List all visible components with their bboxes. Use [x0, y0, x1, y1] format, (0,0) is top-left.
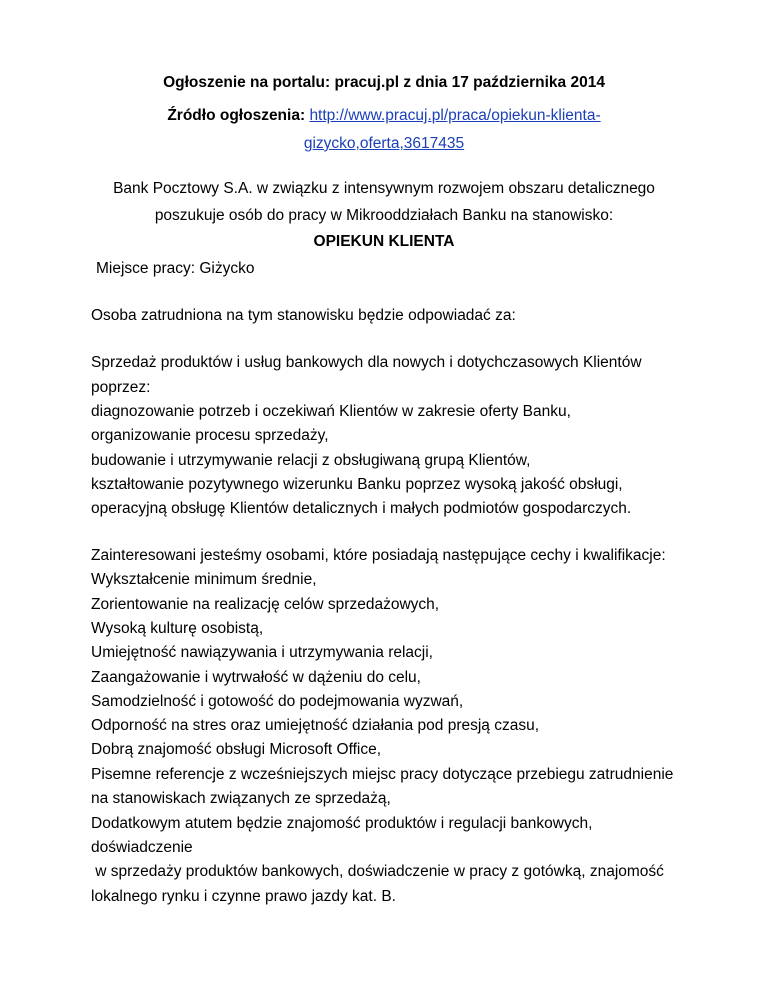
responsibility-item: operacyjną obsługę Klientów detalicznych i małych podmiotów gospodarczych. — [91, 500, 632, 517]
requirement-item: Wykształcenie minimum średnie, — [91, 571, 317, 588]
responsibility-item: kształtowanie pozytywnego wizerunku Banku poprzez wysoką jakość obsługi, — [91, 476, 623, 493]
requirement-item: Samodzielność i gotowość do podejmowania wyzwań, — [91, 693, 464, 710]
requirement-item: Odporność na stres oraz umiejętność działania pod presją czasu, — [91, 717, 540, 734]
responsibilities-intro-line-2: poprzez: — [91, 379, 151, 396]
work-location: Miejsce pracy: Giżycko — [96, 260, 255, 277]
responsibility-item: budowanie i utrzymywanie relacji z obsługiwaną grupą Klientów, — [91, 452, 531, 469]
requirement-item: Zorientowanie na realizację celów sprzedażowych, — [91, 596, 440, 613]
requirement-item: w sprzedaży produktów bankowych, doświadczenie w pracy z gotówką, znajomość — [91, 863, 664, 880]
source-url-link[interactable]: http://www.pracuj.pl/praca/opiekun-klienta- — [309, 107, 601, 124]
position-title: OPIEKUN KLIENTA — [313, 233, 455, 250]
requirement-item: doświadczenie — [91, 839, 193, 856]
intro-line-2: poszukuje osób do pracy w Mikrooddziałach Banku na stanowisko: — [154, 207, 614, 224]
source-line — [0, 107, 768, 125]
responsibility-item: organizowanie procesu sprzedaży, — [91, 427, 329, 444]
responsibilities-heading: Osoba zatrudniona na tym stanowisku będzie odpowiadać za: — [91, 307, 516, 324]
requirement-item: Pisemne referencje z wcześniejszych miejsc pracy dotyczące przebiegu zatrudnienie — [91, 766, 674, 783]
requirement-item: Zaangażowanie i wytrwałość w dążeniu do celu, — [91, 669, 421, 686]
requirement-item: lokalnego rynku i czynne prawo jazdy kat. B. — [91, 888, 396, 905]
responsibilities-intro-line-1: Sprzedaż produktów i usług bankowych dla nowych i dotychczasowych Klientów — [91, 354, 642, 371]
source-url-link-continued[interactable]: gizycko,oferta,3617435 — [303, 135, 465, 152]
responsibility-item: diagnozowanie potrzeb i oczekiwań Klientów w zakresie oferty Banku, — [91, 403, 571, 420]
portal-line: Ogłoszenie na portalu: pracuj.pl z dnia 17 października 2014 — [163, 74, 605, 91]
requirement-item: Dodatkowym atutem będzie znajomość produktów i regulacji bankowych, — [91, 815, 593, 832]
requirement-item: Wysoką kulturę osobistą, — [91, 620, 264, 637]
requirements-heading: Zainteresowani jesteśmy osobami, które posiadają następujące cechy i kwalifikacje: — [91, 547, 666, 564]
source-line-continued — [0, 135, 768, 153]
requirement-item: Dobrą znajomość obsługi Microsoft Office, — [91, 741, 382, 758]
source-label: Źródło ogłoszenia: — [167, 107, 306, 124]
requirement-item: Umiejętność nawiązywania i utrzymywania relacji, — [91, 644, 433, 661]
requirement-item: na stanowiskach związanych ze sprzedażą, — [91, 790, 391, 807]
intro-line-1: Bank Pocztowy S.A. w związku z intensywnym rozwojem obszaru detalicznego — [113, 180, 655, 197]
